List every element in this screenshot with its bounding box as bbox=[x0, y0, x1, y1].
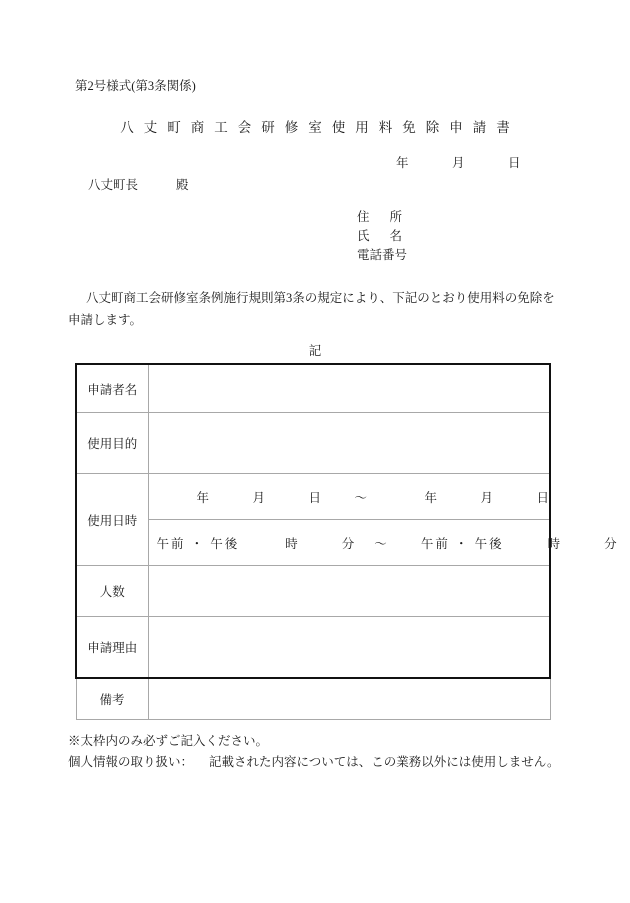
table-row bbox=[76, 474, 550, 520]
end-minute-label: 分 bbox=[604, 536, 617, 551]
date-range-labels bbox=[149, 488, 550, 506]
time-range-tilde: ～ bbox=[374, 536, 387, 551]
applicant-address-label-char1: 住 bbox=[357, 210, 370, 224]
date-line bbox=[396, 153, 521, 171]
note-privacy-text: 記載された内容については、この業務以外には使用しません。 bbox=[209, 755, 560, 769]
applicant-name-label-char1: 氏 bbox=[357, 229, 370, 243]
row-input-usage-date-range[interactable] bbox=[148, 474, 550, 520]
applicant-address-label bbox=[357, 208, 407, 227]
body-paragraph: 八丈町商工会研修室条例施行規則第3条の規定により、下記のとおり使用料の免除を申請します。 bbox=[68, 291, 555, 327]
start-hour-label: 時 bbox=[285, 536, 298, 551]
start-day-label: 日 bbox=[308, 490, 322, 505]
date-year-label: 年 bbox=[396, 156, 409, 170]
application-form-table bbox=[75, 363, 617, 720]
row-input-usage-purpose[interactable] bbox=[148, 413, 550, 474]
date-range-tilde: ～ bbox=[354, 490, 368, 505]
end-ampm-label: 午前 ・ 午後 bbox=[420, 536, 504, 551]
end-year-label: 年 bbox=[424, 490, 438, 505]
end-day-label: 日 bbox=[536, 490, 550, 505]
form-number: 第2号様式(第3条関係) bbox=[75, 79, 196, 93]
table-row bbox=[76, 520, 550, 566]
table-row bbox=[76, 678, 550, 720]
applicant-name-label-char2: 名 bbox=[389, 229, 403, 243]
addressee-honorific: 殿 bbox=[176, 178, 189, 192]
row-input-remarks[interactable] bbox=[148, 678, 550, 720]
date-month-label: 月 bbox=[452, 156, 465, 170]
addressee-line bbox=[88, 175, 189, 193]
table-row bbox=[76, 364, 550, 413]
table-row bbox=[76, 617, 550, 679]
applicant-info-block bbox=[357, 208, 407, 265]
note-privacy-label: 個人情報の取り扱い： bbox=[68, 755, 194, 769]
row-label-application-reason: 申請理由 bbox=[76, 617, 148, 679]
row-label-remarks: 備考 bbox=[76, 678, 148, 720]
applicant-address-label-char2: 所 bbox=[389, 210, 403, 224]
end-month-label: 月 bbox=[480, 490, 494, 505]
start-month-label: 月 bbox=[252, 490, 266, 505]
row-input-number-of-people[interactable] bbox=[148, 566, 550, 617]
document-title: 八丈町商工会研修室使用料免除申請書 bbox=[120, 120, 520, 135]
note-thick-frame: ※太枠内のみ必ずご記入ください。 bbox=[68, 734, 269, 748]
row-label-applicant-name: 申請者名 bbox=[76, 364, 148, 413]
row-input-application-reason[interactable] bbox=[148, 617, 550, 679]
row-label-number-of-people: 人数 bbox=[76, 566, 148, 617]
applicant-name-label bbox=[357, 227, 407, 246]
table-row bbox=[76, 413, 550, 474]
note-privacy bbox=[68, 752, 560, 773]
row-label-usage-datetime: 使用日時 bbox=[76, 474, 148, 566]
start-minute-label: 分 bbox=[341, 536, 355, 551]
date-day-label: 日 bbox=[508, 156, 521, 170]
applicant-phone-label: 電話番号 bbox=[357, 248, 408, 262]
start-year-label: 年 bbox=[196, 490, 210, 505]
row-input-usage-time-range[interactable] bbox=[148, 520, 617, 566]
addressee-recipient: 八丈町長 bbox=[88, 178, 139, 192]
footer-notes bbox=[68, 731, 560, 773]
start-ampm-label: 午前 ・ 午後 bbox=[156, 536, 240, 551]
time-range-labels bbox=[149, 534, 617, 552]
row-label-usage-purpose: 使用目的 bbox=[76, 413, 148, 474]
ki-marker: 記 bbox=[308, 344, 322, 358]
table-row bbox=[76, 566, 550, 617]
end-hour-label: 時 bbox=[547, 536, 561, 551]
row-input-applicant-name[interactable] bbox=[148, 364, 550, 413]
